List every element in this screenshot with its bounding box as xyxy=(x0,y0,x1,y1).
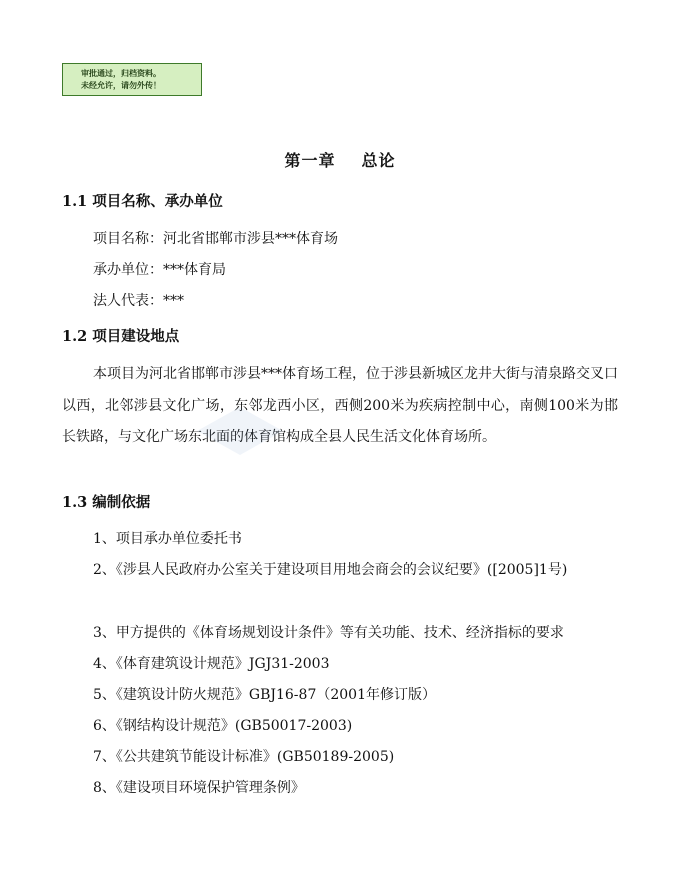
organizer-line: 承办单位：***体育局 xyxy=(93,262,226,278)
chapter-name: 总论 xyxy=(361,151,396,170)
stamp-line-1: 审批通过，归档资料。 xyxy=(81,69,161,78)
basis-item-5: 5、《建筑设计防火规范》GBJ16-87（2001年修订版） xyxy=(93,687,436,703)
watermark-diamond xyxy=(197,407,283,455)
basis-item-4: 4、《体育建筑设计规范》JGJ31-2003 xyxy=(93,656,330,672)
location-paragraph: 本项目为河北省邯郸市涉县***体育场工程，位于涉县新城区龙井大街与清泉路交叉口以西，北邻涉县文化广场，东邻龙西小区，西侧200米为疾病控制中心，南侧100米为邯长铁路，与文化广场东北面的体育馆构成全县人民生活文化体育场所。 xyxy=(62,366,618,445)
basis-item-7: 7、《公共建筑节能设计标准》(GB50189-2005) xyxy=(93,749,395,765)
basis-item-1: 1、项目承办单位委托书 xyxy=(93,531,242,547)
basis-item-6: 6、《钢结构设计规范》(GB50017-2003) xyxy=(93,718,353,734)
stamp-line-2: 未经允许，请勿外传！ xyxy=(81,81,161,90)
basis-item-8: 8、《建设项目环境保护管理条例》 xyxy=(93,780,305,796)
basis-item-3: 3、甲方提供的《体育场规划设计条件》等有关功能、技术、经济指标的要求 xyxy=(93,625,564,641)
basis-item-2: 2、《涉县人民政府办公室关于建设项目用地会商会的会议纪要》([2005]1号) xyxy=(93,562,568,578)
section-heading-1-2: 1.2 项目建设地点 xyxy=(62,328,180,345)
chapter-number: 第一章 xyxy=(284,151,336,170)
section-heading-1-1: 1.1 项目名称、承办单位 xyxy=(62,193,223,210)
watermark-logo xyxy=(195,405,285,457)
legal-rep-line: 法人代表：*** xyxy=(93,293,184,309)
approval-stamp xyxy=(62,63,202,96)
project-name-line: 项目名称：河北省邯郸市涉县***体育场 xyxy=(93,231,338,247)
chapter-title xyxy=(0,148,680,171)
section-heading-1-3: 1.3 编制依据 xyxy=(62,494,151,511)
